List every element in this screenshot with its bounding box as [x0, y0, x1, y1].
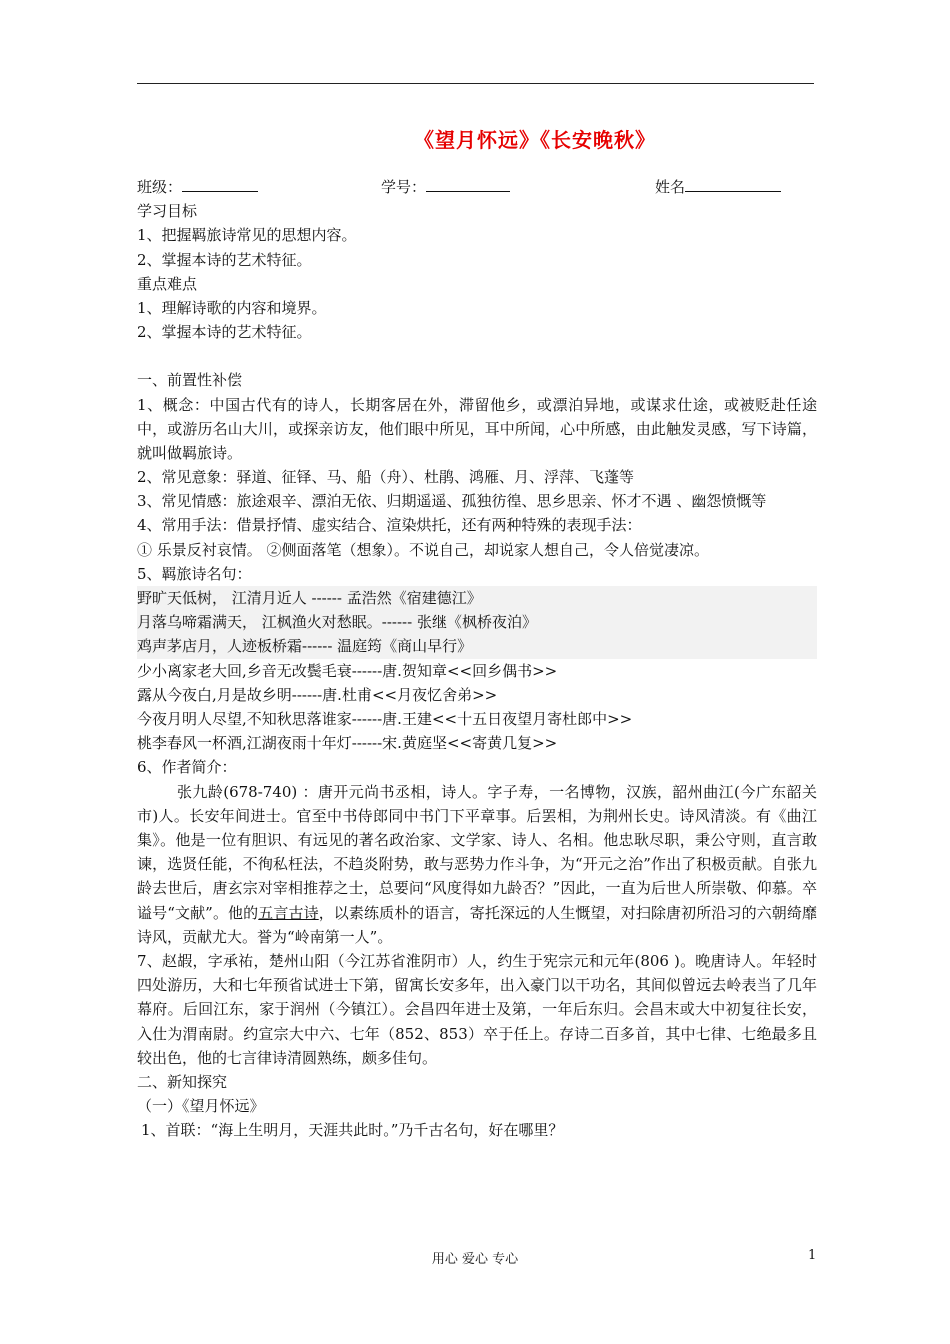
id-field — [381, 175, 510, 199]
author-heading: 6、作者简介： — [137, 758, 237, 777]
name-label: 姓名 — [655, 178, 686, 196]
section2-subheading: （一）《望月怀远》 — [137, 1097, 265, 1116]
class-label: 班级： — [137, 178, 183, 196]
doc-body — [137, 175, 817, 1143]
techniques-line: 4、常用手法：借景抒情、虚实结合、渲染烘托，还有两种特殊的表现手法： — [137, 516, 642, 535]
key-point-item: 2、掌握本诗的艺术特征。 — [137, 323, 312, 342]
footer-text: 用心 爱心 专心 — [431, 1252, 519, 1267]
famous-line: 今夜月明人尽望,不知秋思落谁家------唐.王建<<十五日夜望月寄杜郎中>> — [137, 709, 633, 728]
goals-heading: 学习目标 — [137, 202, 198, 221]
section2-heading: 二、新知探究 — [137, 1072, 228, 1091]
section1-heading: 一、前置性补偿 — [137, 371, 243, 390]
famous-lines-heading: 5、羁旅诗名句： — [137, 564, 252, 583]
famous-line: 野旷天低树， 江清月近人 ------ 孟浩然《宿建德江》 — [137, 586, 817, 610]
famous-line: 桃李春风一杯酒,江湖夜雨十年灯------宋.黄庭坚<<寄黄几复>> — [137, 734, 558, 753]
emotions-line: 3、常见情感：旅途艰辛、漂泊无依、归期遥遥、孤独彷徨、思乡思亲、怀才不遇 、幽怨愤慨等 — [137, 492, 767, 511]
name-blank[interactable] — [685, 177, 781, 192]
name-field — [655, 175, 781, 199]
goal-item: 2、掌握本诗的艺术特征。 — [137, 250, 312, 269]
concept-paragraph: 1、概念：中国古代有的诗人，长期客居在外，滞留他乡，或漂泊异地，或谋求仕途，或被贬赴任途中，或游历名山大川，或探亲访友，他们眼中所见，耳中所闻，心中所感，由此触发灵感，写下诗篇，就叫做羁旅诗。 — [137, 395, 817, 462]
class-blank[interactable] — [182, 177, 258, 192]
class-field — [137, 175, 258, 199]
key-point-item: 1、理解诗歌的内容和境界。 — [137, 298, 327, 317]
author-zhang-text-a: 张九龄(678-740) ：唐开元尚书丞相，诗人。字子寿，一名博物，汉族，韶州曲江(今广东韶关市)人。长安年间进士。官至中书侍郎同中书门下平章事。后罢相，为荆州长史。诗风清淡。有《曲江集》。他是一位有胆识、有远见的著名政治家、文学家、诗人、名相。他忠耿尽职，秉公守则，直言敢谏，选贤任能，不徇私枉法，不趋炎附势，敢与恶势力作斗争，为“开元之治”作出了积极贡献。自张九龄去世后，唐玄宗对宰相推荐之士，总要问“风度得如九龄否？”因此，一直为后世人所崇敬、仰慕。卒谥号“文献”。他的 — [137, 782, 817, 922]
techniques-detail-line: ① 乐景反衬哀情。 ②侧面落笔（想象）。不说自己，却说家人想自己，令人倍觉凄凉。 — [137, 540, 710, 559]
author-zhang-text-b: ，以素练质朴的语言，寄托深远的人生慨望，对扫除唐初所沿习的六朝绮靡诗风，贡献尤大。誉为“岭南第一人”。 — [137, 903, 817, 946]
question-1: 1、首联：“海上生明月，天涯共此时。”乃千古名句，好在哪里？ — [141, 1121, 564, 1140]
goal-item: 1、把握羁旅诗常见的思想内容。 — [137, 226, 357, 245]
page-number: 1 — [808, 1248, 817, 1263]
student-info-row — [137, 175, 817, 199]
famous-line: 鸡声茅店月，人迹板桥霜------ 温庭筠《商山早行》 — [137, 634, 817, 658]
famous-line: 露从今夜白,月是故乡明------唐.杜甫<<月夜忆舍弟>> — [137, 685, 498, 704]
five-char-poetry-link[interactable]: 五言古诗 — [258, 903, 319, 922]
id-label: 学号： — [381, 178, 427, 196]
author-zhao-paragraph: 7、赵嘏，字承祐，楚州山阳（今江苏省淮阴市）人，约生于宪宗元和元年(806 )。晚唐诗人。年轻时四处游历，大和七年预省试进士下第，留寓长安多年，出入豪门以干功名，其间似曾远去岭表当了几年幕府。后回江东，家于润州（今镇江）。会昌四年进士及第，一年后东归。会昌末或大中初复往长安，入仕为渭南尉。约宣宗大中六、七年（852、853）卒于任上。存诗二百多首，其中七律、七绝最多且较出色，他的七言律诗清圆熟练，颇多佳句。 — [137, 951, 817, 1067]
famous-line: 少小离家老大回,乡音无改鬓毛衰------唐.贺知章<<回乡偶书>> — [137, 661, 558, 680]
header-rule — [137, 83, 814, 84]
famous-line: 月落乌啼霜满天， 江枫渔火对愁眠。------ 张继《枫桥夜泊》 — [137, 610, 817, 634]
author-zhang-paragraph — [137, 780, 817, 949]
key-points-heading: 重点难点 — [137, 274, 198, 293]
doc-title: 《望月怀远》《长安晚秋》 — [414, 128, 656, 152]
id-blank[interactable] — [426, 177, 510, 192]
imagery-line: 2、常见意象：驿道、征铎、马、船（舟）、杜鹃、鸿雁、月、浮萍、飞蓬等 — [137, 468, 635, 487]
